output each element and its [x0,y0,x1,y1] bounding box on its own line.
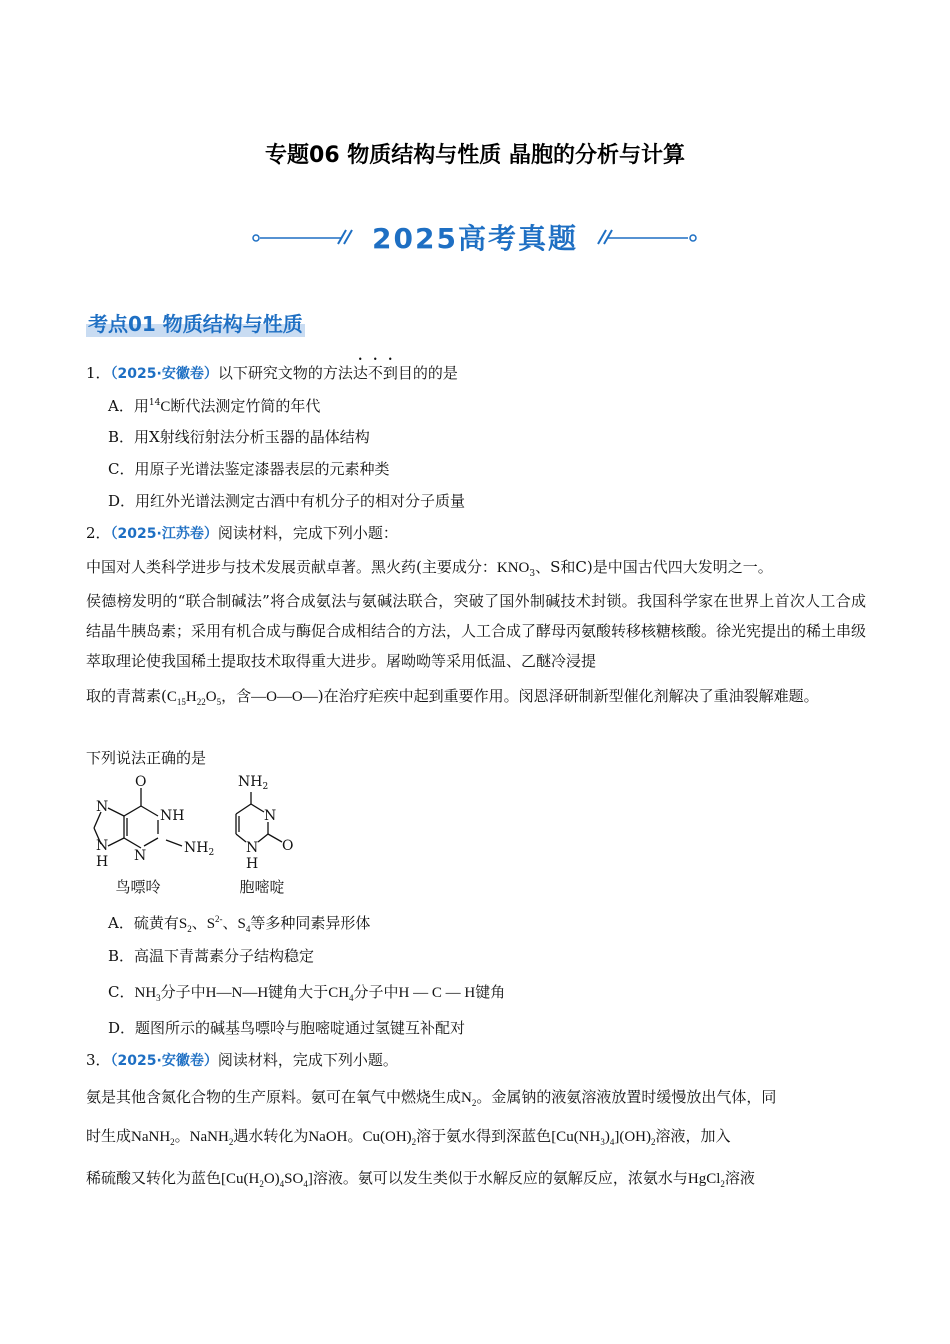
year-banner [250,210,700,266]
q2-stem: 2．（2025·江苏卷）阅读材料，完成下列小题： [86,524,398,542]
svg-text:N: N [264,808,277,824]
banner-right-dot [690,235,696,241]
q2-option-d: D．题图所示的碱基鸟嘌呤与胞嘧啶通过氢键互补配对 [108,1019,466,1037]
q2-option-a: A．硫黄有$S_2$、$S^{2-}$、$S_4$等多种同素异形体 [108,914,371,934]
page-title: 专题06 物质结构与性质 晶胞的分析与计算 [265,143,685,168]
q1-option-d: D．用红外光谱法测定古酒中有机分子的相对分子质量 [108,492,466,510]
q1-option-a: A．用$^{14}$C断代法测定竹简的年代 [108,397,321,415]
q1-option-b: B．用X射线衍射法分析玉器的晶体结构 [108,428,370,446]
q3-stem: 3．（2025·安徽卷）阅读材料，完成下列小题。 [86,1051,398,1069]
q2-paragraph-2: 侯德榜发明的“联合制碱法”将合成氨法与氨碱法联合，突破了国外制碱技术封锁。我国科学家在世界上首次人工合成结晶牛胰岛素；采用有机合成与酶促合成相结合的方法，人工合成了酵母丙氨酸转移核糖核酸。徐光宪提出的稀土串级萃取理论使我国稀土提取技术取得重大进步。屠呦呦等采用低温、乙醚冷浸提 [86,592,867,670]
banner-text: 2025高考真题 [372,222,578,255]
svg-text:H: H [96,854,109,870]
base-structures [86,768,316,898]
svg-text:NH2: $NH_2$ [184,840,215,858]
q1-stem: 1．（2025·安徽卷）以下研究文物的方法达不到目的的是 [86,364,458,382]
q3-source: （2025·安徽卷） [110,1053,218,1069]
svg-text:O: O [135,774,147,790]
q1-option-c: C．用原子光谱法鉴定漆器表层的元素种类 [108,460,390,478]
q3-line-2: 时生成NaNH$_2$。NaNH$_2$遇水转化为NaOH。$Cu(OH)_2$溶于氨水得到深蓝色$[Cu(NH_3)_4](OH)_2$溶液，加入 [86,1127,731,1147]
q3-line-3: 稀硫酸又转化为蓝色$[Cu(H_2O)_4SO_4]$溶液。氨可以发生类似于水解反应的氨解反应，浓氨水与HgCl$_2$溶液 [86,1169,755,1189]
q2-source: （2025·江苏卷） [110,526,218,542]
q3-line-1: 氨是其他含氮化合物的生产原料。氨可在氧气中燃烧生成$N_2$。金属钠的液氨溶液放置时缓慢放出气体，同 [86,1088,777,1108]
q1-source: （2025·安徽卷） [110,366,218,382]
svg-text:H: H [246,856,259,872]
svg-text:O: O [282,838,294,854]
svg-text:NH: NH [160,808,185,824]
q2-option-c: C．$NH_3$分子中H—N—H键角大于$CH_4$分子中H — C — H键角 [108,983,506,1003]
q1-emphasis: 达不到 [352,364,398,382]
q2-paragraph-3a: 取的青蒿素($C_{15}H_{22}O_5$，含—O—O—)在治疗疟疾中起到重要作用。闵恩泽研制新型催化剂解决了重油裂解难题。 [86,687,819,707]
svg-text:NH2: $NH_2$ [238,774,269,792]
guanine-label: 鸟嘌呤 [115,878,161,896]
svg-text:N: N [246,840,259,856]
q2-ask: 下列说法正确的是 [86,749,207,767]
q2-option-b: B．高温下青蒿素分子结构稳定 [108,947,315,965]
banner-left-dot [253,235,259,241]
svg-text:N: N [96,838,109,854]
svg-text:N: N [134,848,147,864]
section-heading: 考点01 物质结构与性质 [86,308,305,337]
q2-paragraph-1: 中国对人类科学进步与技术发展贡献卓著。黑火药(主要成分：$KNO_3$、S和C)是中国古代四大发明之一。 [86,558,773,579]
svg-text:N: N [96,799,109,815]
cytosine-label: 胞嘧啶 [239,878,285,896]
